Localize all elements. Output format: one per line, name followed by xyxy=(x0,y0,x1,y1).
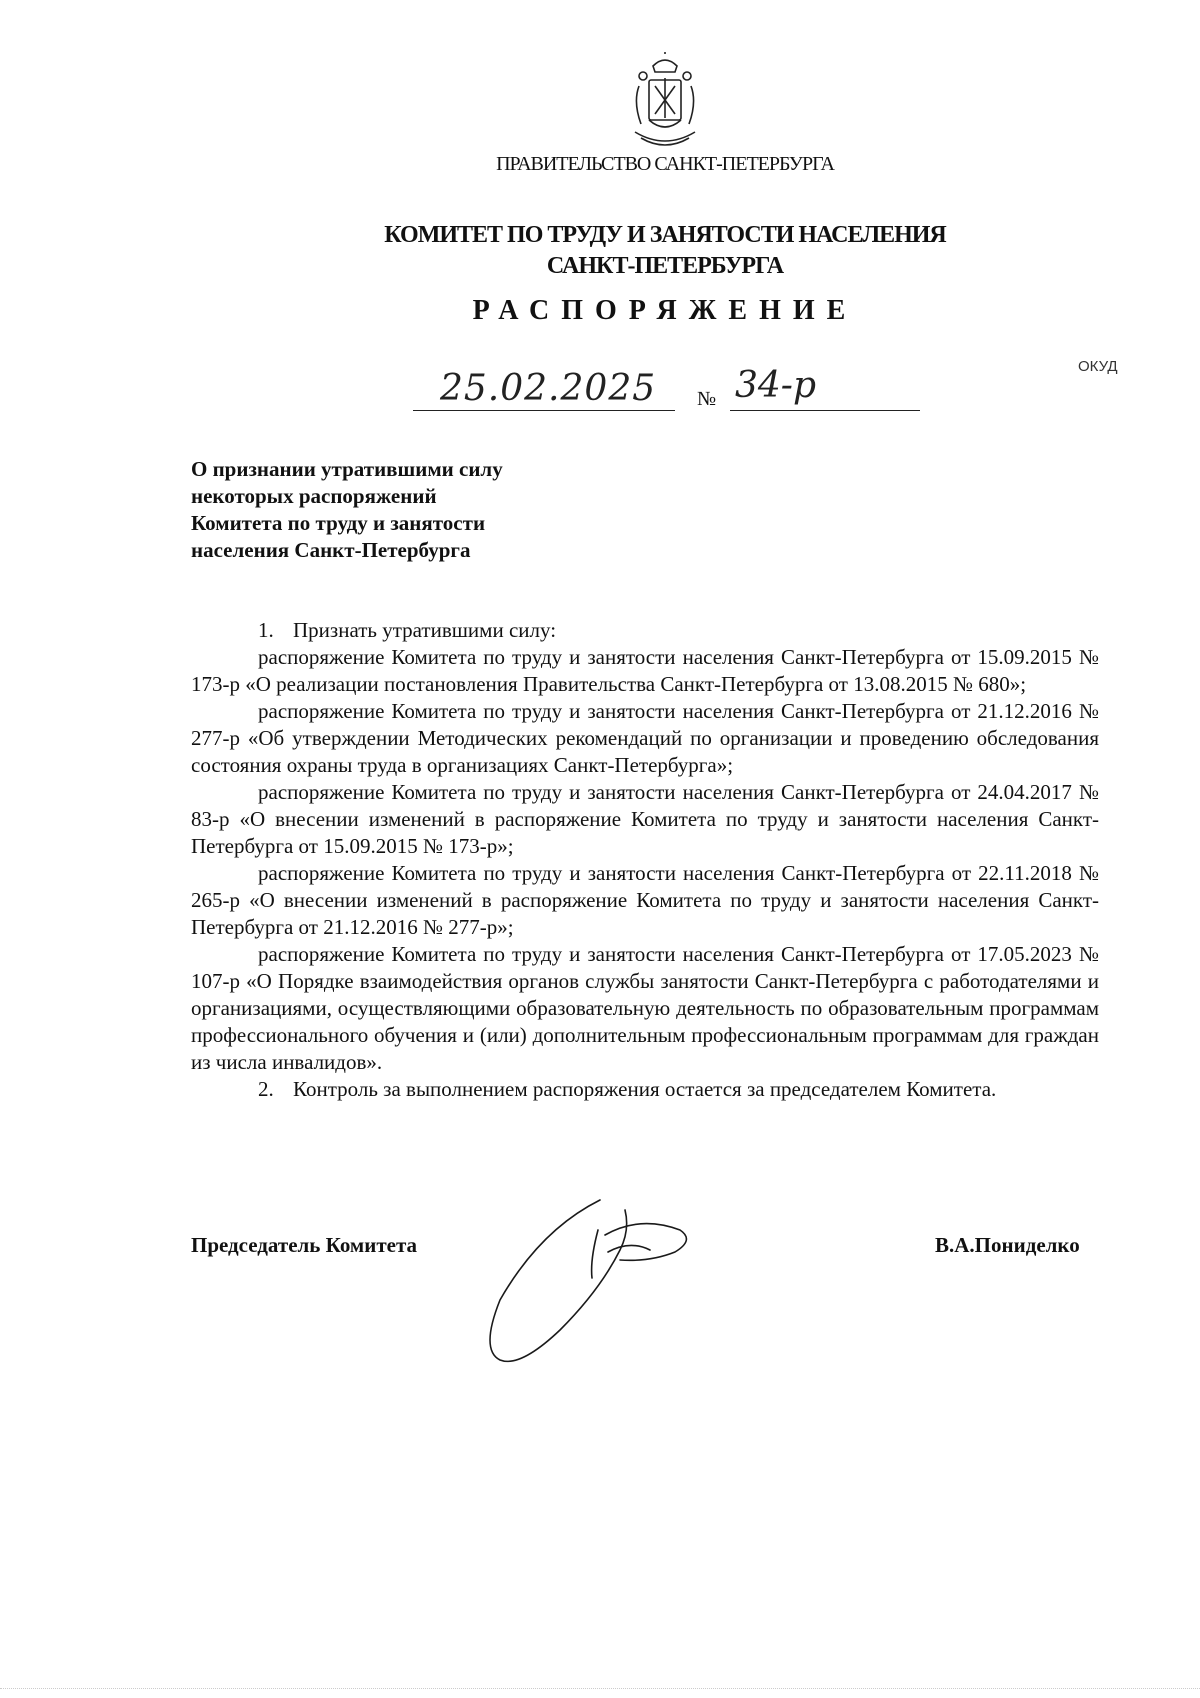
subject-line: О признании утратившими силу xyxy=(191,457,503,481)
st-petersburg-coat-of-arms-icon xyxy=(625,52,705,152)
repealed-order-paragraph: распоряжение Комитета по труду и занятости населения Санкт-Петербурга от 24.04.2017 № 83-р «О внесении изменений в распоряжение Комитета по труду и занятости населения Санкт-Петербурга от 15.09.2015 № 173-р»; xyxy=(191,780,1099,858)
number-underline xyxy=(730,410,920,411)
committee-name-line2: САНКТ-ПЕТЕРБУРГА xyxy=(546,253,784,279)
handwritten-signature-icon xyxy=(480,1190,740,1375)
okud-label: ОКУД xyxy=(1078,358,1118,375)
subject-line: Комитета по труду и занятости xyxy=(191,511,486,535)
handwritten-date: 25.02.2025 xyxy=(440,368,657,409)
item-number: 2. xyxy=(258,1077,274,1101)
repealed-order-paragraph: распоряжение Комитета по труду и занятости населения Санкт-Петербурга от 15.09.2015 № 173-р «О реализации постановления Правительства Санкт-Петербурга от 13.08.2015 № 680»; xyxy=(191,645,1099,696)
item-text: Признать утратившими силу: xyxy=(293,618,557,642)
date-underline xyxy=(413,410,675,411)
item-text: Контроль за выполнением распоряжения остается за председателем Комитета. xyxy=(293,1077,997,1101)
document-body xyxy=(191,617,1099,1103)
repealed-order-paragraph: распоряжение Комитета по труду и занятости населения Санкт-Петербурга от 22.11.2018 № 265-р «О внесении изменений в распоряжение Комитета по труду и занятости населения Санкт-Петербурга от 21.12.2016 № 277-р»; xyxy=(191,861,1099,939)
repealed-order-paragraph: распоряжение Комитета по труду и занятости населения Санкт-Петербурга от 17.05.2023 № 107-р «О Порядке взаимодействия органов службы занятости Санкт-Петербурга с работодателями и организациями, осуществляющими образовательную деятельность по образовательным программам профессионального обучения и (или) дополнительным профессиональным программам для граждан из числа инвалидов». xyxy=(191,942,1099,1074)
committee-name-line1: КОМИТЕТ ПО ТРУДУ И ЗАНЯТОСТИ НАСЕЛЕНИЯ xyxy=(384,222,946,248)
subject-line: населения Санкт-Петербурга xyxy=(191,538,471,562)
committee-name xyxy=(0,220,1200,282)
item-1 xyxy=(191,617,1099,644)
signatory-name: В.А.Пониделко xyxy=(935,1233,1080,1257)
subject-line: некоторых распоряжений xyxy=(191,484,437,508)
signatory-title: Председатель Комитета xyxy=(191,1233,418,1257)
government-name: ПРАВИТЕЛЬСТВО САНКТ-ПЕТЕРБУРГА xyxy=(496,153,834,175)
document-subject xyxy=(191,456,671,564)
document-type-title: РАСПОРЯЖЕНИЕ xyxy=(472,295,858,326)
repealed-order-paragraph: распоряжение Комитета по труду и занятости населения Санкт-Петербурга от 21.12.2016 № 277-р «Об утверждении Методических рекомендаций по организации и проведению обследования состояния охраны труда в организациях Санкт-Петербурга»; xyxy=(191,699,1099,777)
handwritten-number: 34-р xyxy=(735,365,817,406)
item-number: 1. xyxy=(258,618,274,642)
item-2 xyxy=(191,1076,1099,1103)
number-sign: № xyxy=(697,388,717,410)
scan-edge-line xyxy=(0,1688,1200,1689)
